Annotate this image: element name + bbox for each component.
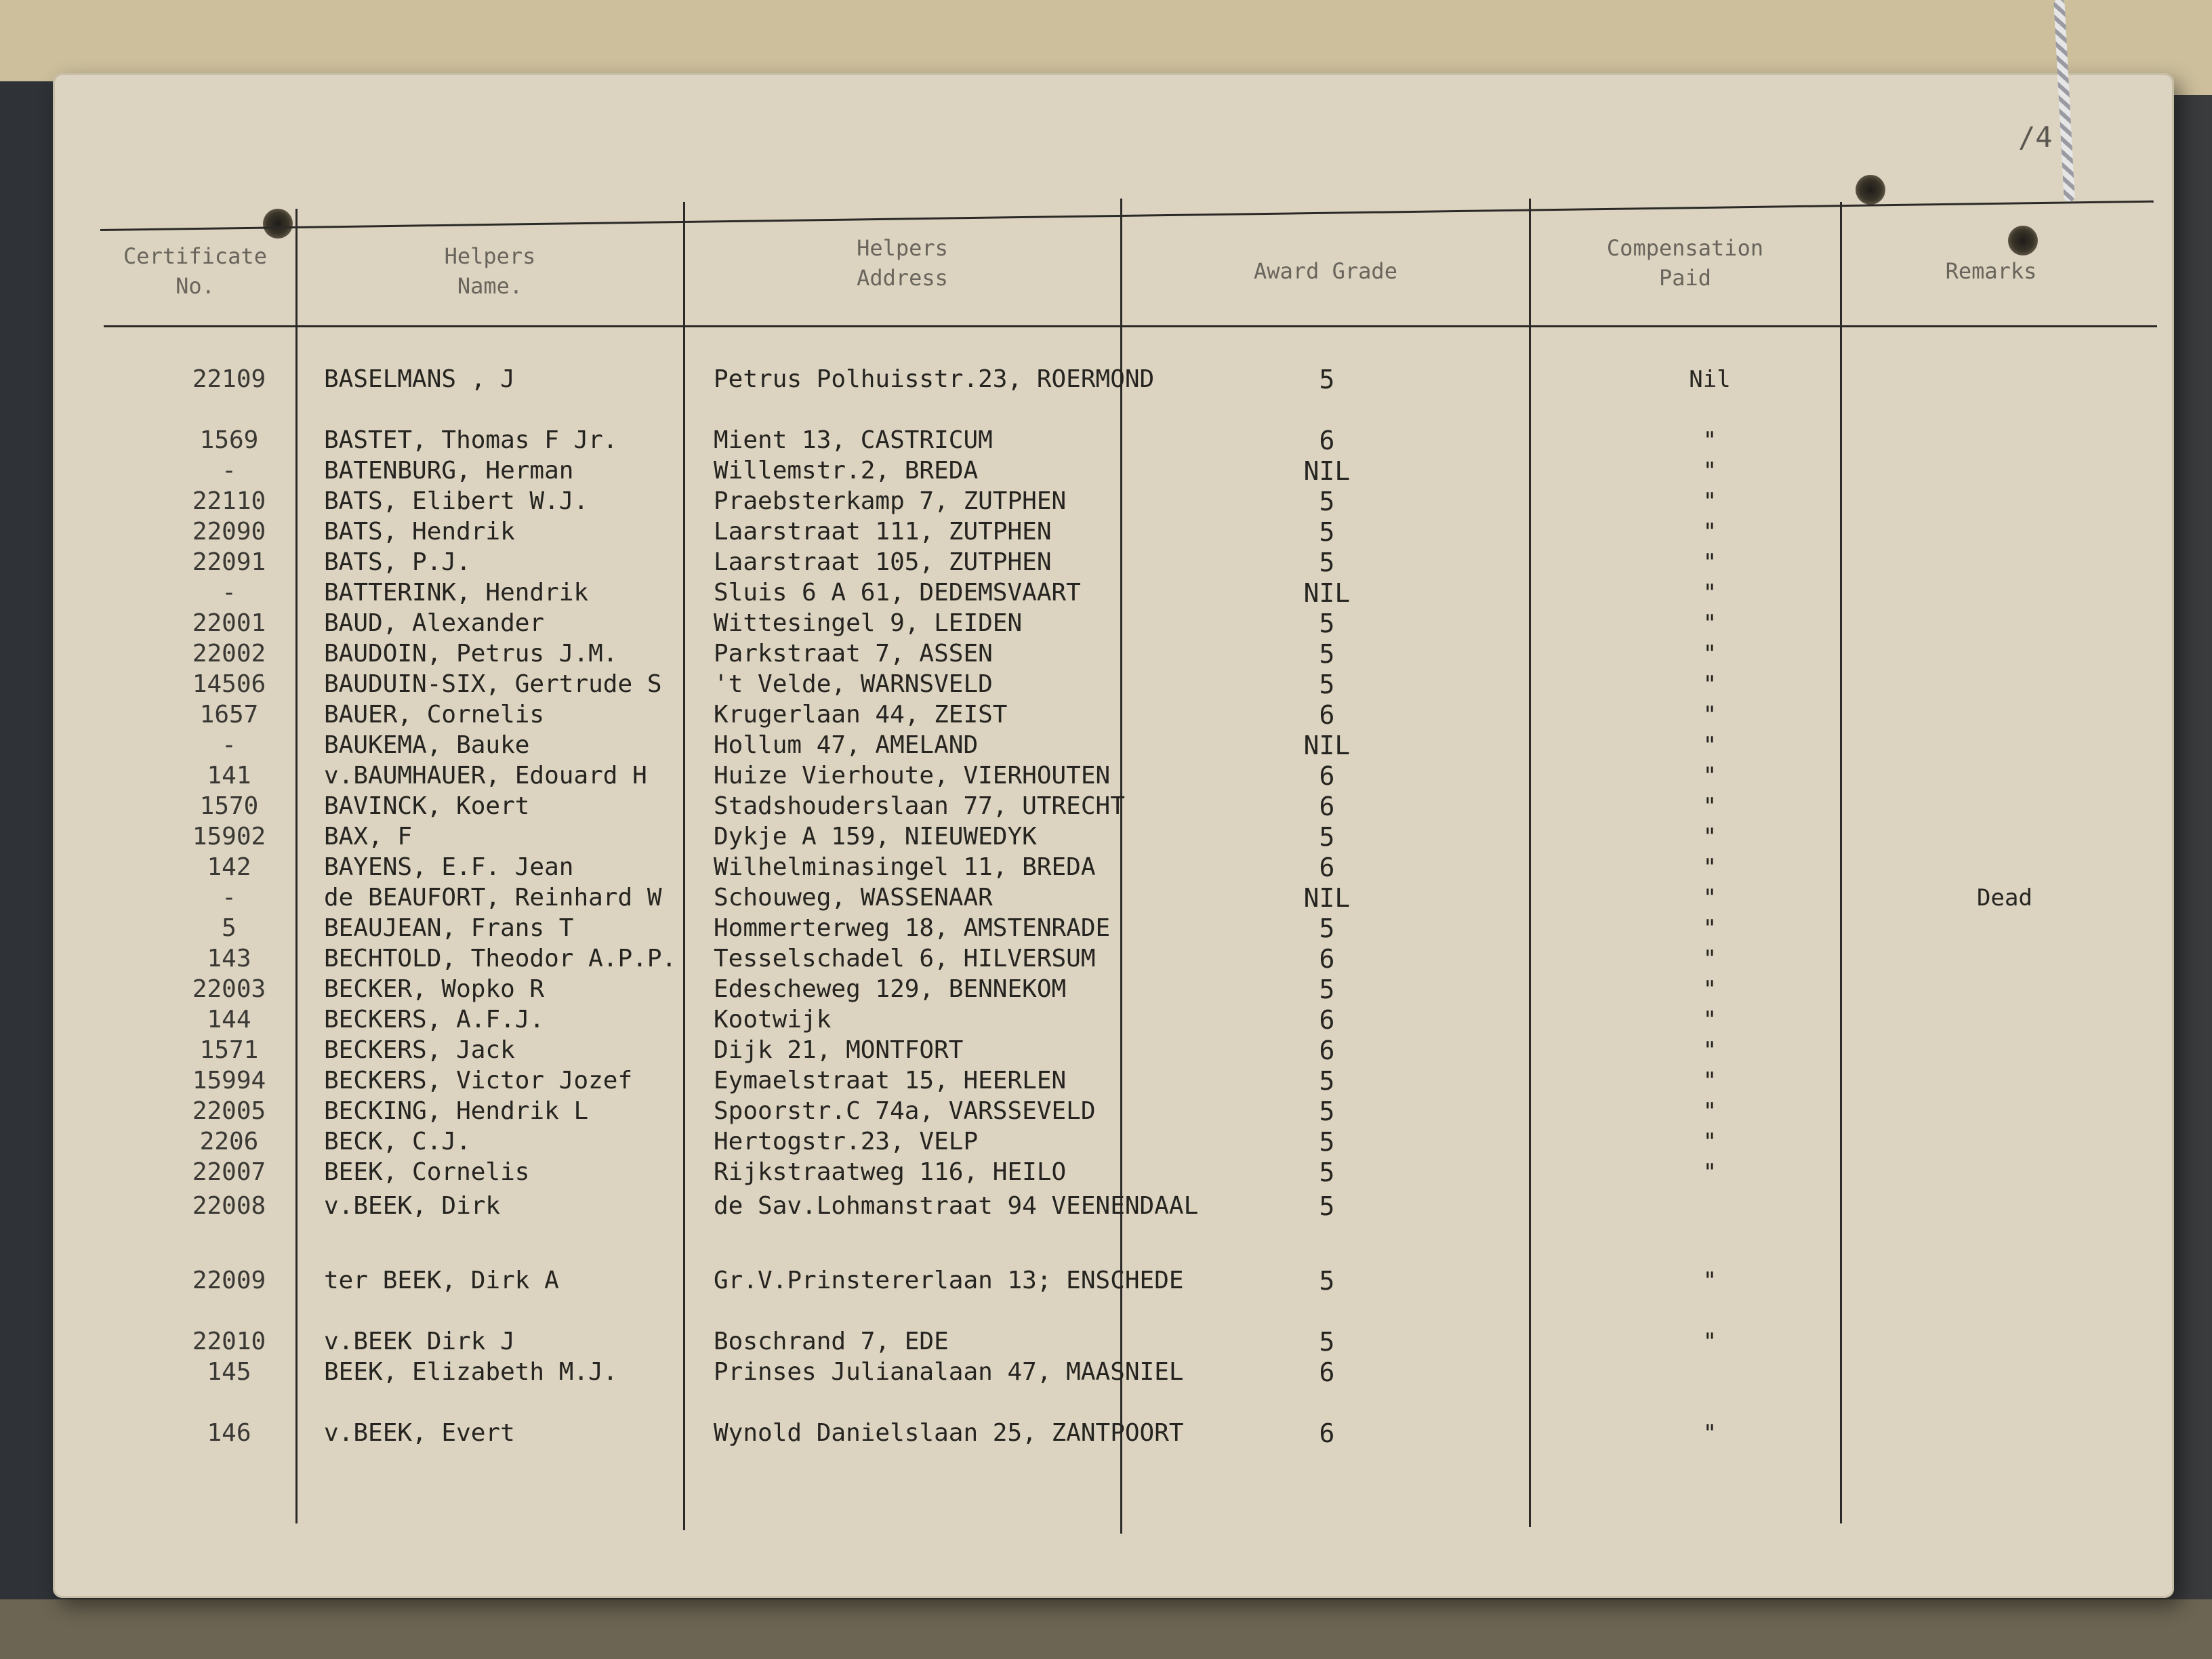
remarks-cell (1869, 609, 2140, 638)
award-grade-cell: 5 (1319, 975, 1335, 1004)
compensation-paid-cell: Nil (1689, 366, 1731, 393)
helper-address-cell: Prinses Julianalaan 47, MAASNIEL (714, 1358, 1184, 1386)
helper-name-cell: BECKERS, A.F.J. (324, 1006, 545, 1033)
award-grade-cell: 5 (1319, 914, 1335, 943)
table-row (53, 1097, 2174, 1126)
header-line: Paid (1658, 265, 1712, 291)
table-row (53, 944, 2174, 974)
certificate-no-cell: 15902 (192, 823, 266, 851)
helper-address-cell: Hommerterweg 18, AMSTENRADE (714, 914, 1111, 942)
table-row (53, 487, 2174, 516)
compensation-paid-cell: " (1702, 518, 1717, 546)
compensation-paid-cell: " (1702, 1037, 1717, 1064)
certificate-no-cell: - (222, 457, 237, 485)
remarks-cell (1869, 517, 2140, 547)
certificate-no-cell: 141 (207, 762, 251, 790)
table-row (53, 578, 2174, 608)
helper-address-cell: Wynold Danielslaan 25, ZANTPOORT (714, 1419, 1184, 1447)
table-row (53, 883, 2174, 913)
award-grade-cell: 6 (1319, 1005, 1335, 1035)
helper-address-cell: Dykje A 159, NIEUWEDYK (714, 823, 1037, 851)
document-page (53, 73, 2174, 1598)
table-row (53, 548, 2174, 577)
table-top-rule (100, 201, 2154, 231)
helper-name-cell: BECKER, Wopko R (324, 975, 545, 1003)
award-grade-cell: 5 (1319, 1066, 1335, 1096)
compensation-paid-cell: " (1702, 457, 1717, 485)
certificate-no-cell: 22090 (192, 518, 266, 546)
compensation-paid-cell: " (1702, 701, 1717, 729)
award-grade-cell: NIL (1303, 883, 1351, 913)
background-binder (0, 1599, 2212, 1659)
award-grade-cell: 5 (1319, 365, 1335, 394)
helper-address-cell: Tesselschadel 6, HILVERSUM (714, 945, 1096, 972)
header-compensation-paid (1530, 222, 1840, 304)
table-row (53, 761, 2174, 791)
header-helpers-address (684, 222, 1120, 304)
remarks-cell (1869, 822, 2140, 852)
helper-address-cell: Edescheweg 129, BENNEKOM (714, 975, 1067, 1003)
award-grade-cell: 5 (1319, 1158, 1335, 1187)
award-grade-cell: 6 (1319, 1036, 1335, 1065)
table-row (53, 1158, 2174, 1187)
helper-address-cell: Sluis 6 A 61, DEDEMSVAART (714, 579, 1081, 607)
table-row (53, 975, 2174, 1004)
compensation-paid-cell (1659, 1191, 1761, 1221)
helper-name-cell: BEEK, Cornelis (324, 1158, 530, 1186)
certificate-no-cell: - (222, 731, 237, 759)
certificate-no-cell: 22109 (192, 365, 266, 393)
header-certificate-no (94, 230, 297, 312)
compensation-paid-cell: " (1702, 823, 1717, 851)
table-row (53, 792, 2174, 821)
helper-name-cell: ter BEEK, Dirk A (324, 1267, 559, 1294)
helper-address-cell: Wilhelminasingel 11, BREDA (714, 853, 1096, 881)
header-line: No. (176, 273, 215, 299)
compensation-paid-cell: " (1702, 1098, 1717, 1125)
compensation-paid-cell: " (1702, 915, 1717, 942)
table-row (53, 609, 2174, 638)
table-row (53, 822, 2174, 852)
table-row (53, 1357, 2174, 1387)
award-grade-cell: NIL (1303, 456, 1351, 486)
compensation-paid-cell: " (1702, 1159, 1717, 1186)
helper-address-cell: Hertogstr.23, VELP (714, 1128, 979, 1155)
award-grade-cell: 5 (1319, 670, 1335, 699)
helper-address-cell: Praebsterkamp 7, ZUTPHEN (714, 487, 1067, 515)
helper-name-cell: BAUD, Alexander (324, 609, 545, 637)
certificate-no-cell: 2206 (199, 1128, 259, 1155)
remarks-cell (1869, 456, 2140, 486)
remarks-cell (1869, 670, 2140, 699)
helper-name-cell: BATS, Hendrik (324, 518, 515, 546)
remarks-cell (1869, 578, 2140, 608)
certificate-no-cell: 14506 (192, 670, 266, 698)
remarks-cell (1869, 700, 2140, 730)
table-row (53, 670, 2174, 699)
certificate-no-cell: 144 (207, 1006, 251, 1033)
helper-address-cell: Stadshouderslaan 77, UTRECHT (714, 792, 1125, 820)
compensation-paid-cell: " (1702, 1420, 1717, 1447)
award-grade-cell: 6 (1319, 426, 1335, 455)
table-row (53, 1266, 2174, 1296)
helper-address-cell: Spoorstr.C 74a, VARSSEVELD (714, 1097, 1096, 1125)
award-grade-cell: 6 (1319, 761, 1335, 791)
award-grade-cell: NIL (1303, 578, 1351, 608)
certificate-no-cell: 145 (207, 1358, 251, 1386)
helper-name-cell: v.BEEK, Dirk (324, 1192, 501, 1220)
compensation-paid-cell: " (1702, 1067, 1717, 1094)
remarks-cell (1869, 365, 2140, 394)
compensation-paid-cell: " (1702, 640, 1717, 668)
award-grade-cell: 5 (1319, 1127, 1335, 1157)
table-row (53, 914, 2174, 943)
remarks-cell (1869, 426, 2140, 455)
helper-name-cell: BASELMANS , J (324, 365, 515, 393)
award-grade-cell: NIL (1303, 731, 1351, 760)
helper-address-cell: 't Velde, WARNSVELD (714, 670, 993, 698)
table-row (53, 1418, 2174, 1448)
compensation-paid-cell: " (1702, 427, 1717, 454)
compensation-paid-cell: " (1702, 1328, 1717, 1355)
helper-address-cell: Parkstraat 7, ASSEN (714, 640, 993, 668)
helper-address-cell: Petrus Polhuisstr.23, ROERMOND (714, 365, 1155, 393)
award-grade-cell: 5 (1319, 822, 1335, 852)
remarks-cell (1869, 1066, 2140, 1096)
certificate-no-cell: 143 (207, 945, 251, 972)
remarks-cell (1869, 1097, 2140, 1126)
remarks-cell (1869, 1191, 2140, 1221)
table-row (53, 365, 2174, 394)
certificate-no-cell: 22005 (192, 1097, 266, 1125)
helper-name-cell: v.BEEK Dirk J (324, 1328, 515, 1355)
header-line: Address (857, 265, 948, 291)
compensation-paid-cell: " (1702, 610, 1717, 637)
header-line: Remarks (1945, 258, 2037, 284)
table-row (53, 1066, 2174, 1096)
table-row (53, 517, 2174, 547)
helper-name-cell: BATS, Elibert W.J. (324, 487, 589, 515)
table-row (53, 1036, 2174, 1065)
helper-address-cell: Laarstraat 111, ZUTPHEN (714, 518, 1052, 546)
helper-address-cell: Huize Vierhoute, VIERHOUTEN (714, 762, 1111, 790)
award-grade-cell: 6 (1319, 944, 1335, 974)
helper-address-cell: Schouweg, WASSENAAR (714, 884, 993, 912)
helper-name-cell: BECHTOLD, Theodor A.P.P. (324, 945, 677, 972)
award-grade-cell: 6 (1319, 700, 1335, 730)
helper-name-cell: BAVINCK, Koert (324, 792, 530, 820)
table-row (53, 1127, 2174, 1157)
remarks-cell (1869, 944, 2140, 974)
certificate-no-cell: - (222, 579, 237, 607)
certificate-no-cell: 22009 (192, 1267, 266, 1294)
helper-name-cell: BAUDUIN-SIX, Gertrude S (324, 670, 662, 698)
certificate-no-cell: 146 (207, 1419, 251, 1447)
award-grade-cell: 6 (1319, 853, 1335, 882)
compensation-paid-cell: " (1702, 1006, 1717, 1033)
helper-name-cell: BAUDOIN, Petrus J.M. (324, 640, 618, 668)
table-row (53, 1191, 2174, 1221)
compensation-paid-cell: " (1702, 884, 1717, 912)
punch-hole (1856, 175, 1885, 205)
helper-address-cell: Hollum 47, AMELAND (714, 731, 979, 759)
helper-name-cell: BECK, C.J. (324, 1128, 471, 1155)
compensation-paid-cell: " (1702, 976, 1717, 1003)
helper-name-cell: BAUKEMA, Bauke (324, 731, 530, 759)
table-row (53, 426, 2174, 455)
helper-name-cell: BECKING, Hendrik L (324, 1097, 589, 1125)
award-grade-cell: 5 (1319, 548, 1335, 577)
compensation-paid-cell: " (1702, 488, 1717, 515)
table-row (53, 456, 2174, 486)
compensation-paid-cell: " (1702, 732, 1717, 759)
award-grade-cell: 6 (1319, 1357, 1335, 1387)
remarks-cell (1869, 1127, 2140, 1157)
helper-name-cell: BAYENS, E.F. Jean (324, 853, 574, 881)
certificate-no-cell: 1657 (199, 701, 259, 729)
helper-address-cell: Gr.V.Prinstererlaan 13; ENSCHEDE (714, 1267, 1184, 1294)
table-row (53, 639, 2174, 669)
header-remarks (1842, 230, 2140, 312)
helper-address-cell: Dijk 21, MONTFORT (714, 1036, 964, 1064)
helper-name-cell: BAUER, Cornelis (324, 701, 545, 729)
remarks-cell (1869, 792, 2140, 821)
award-grade-cell: 5 (1319, 1327, 1335, 1357)
table-row (53, 700, 2174, 730)
remarks-cell (1869, 914, 2140, 943)
header-line: Name. (457, 273, 523, 299)
compensation-paid-cell: " (1702, 762, 1717, 790)
helper-name-cell: BECKERS, Victor Jozef (324, 1067, 633, 1094)
certificate-no-cell: 22002 (192, 640, 266, 668)
remarks-cell (1869, 1418, 2140, 1448)
helper-name-cell: BEAUJEAN, Frans T (324, 914, 574, 942)
compensation-paid-cell: " (1702, 671, 1717, 698)
helper-address-cell: Kootwijk (714, 1006, 832, 1033)
header-line: Helpers (444, 243, 536, 269)
award-grade-cell: 5 (1319, 609, 1335, 638)
remarks-cell (1869, 487, 2140, 516)
helper-name-cell: BASTET, Thomas F Jr. (324, 426, 618, 454)
award-grade-cell: 6 (1319, 1418, 1335, 1448)
helper-name-cell: v.BAUMHAUER, Edouard H (324, 762, 647, 790)
helper-name-cell: de BEAUFORT, Reinhard W (324, 884, 662, 912)
certificate-no-cell: 5 (222, 914, 237, 942)
award-grade-cell: 5 (1319, 1097, 1335, 1126)
helper-name-cell: BECKERS, Jack (324, 1036, 515, 1064)
helper-address-cell: Boschrand 7, EDE (714, 1328, 949, 1355)
certificate-no-cell: 22091 (192, 548, 266, 576)
award-grade-cell: 5 (1319, 1191, 1335, 1221)
helper-address-cell: Mient 13, CASTRICUM (714, 426, 993, 454)
compensation-paid-cell: " (1702, 579, 1717, 607)
helper-name-cell: BAX, F (324, 823, 413, 851)
compensation-paid-cell (1659, 1357, 1761, 1387)
compensation-paid-cell: " (1702, 793, 1717, 820)
certificate-no-cell: 142 (207, 853, 251, 881)
table-row (53, 731, 2174, 760)
award-grade-cell: 5 (1319, 1266, 1335, 1296)
remarks-cell (1869, 1266, 2140, 1296)
remarks-cell (1869, 1158, 2140, 1187)
remarks-cell (1869, 548, 2140, 577)
remarks-cell (1869, 1327, 2140, 1357)
helper-address-cell: Willemstr.2, BREDA (714, 457, 979, 485)
helper-address-cell: Krugerlaan 44, ZEIST (714, 701, 1008, 729)
certificate-no-cell: 1571 (199, 1036, 259, 1064)
award-grade-cell: 5 (1319, 517, 1335, 547)
table-row (53, 853, 2174, 882)
award-grade-cell: 5 (1319, 487, 1335, 516)
header-award-grade (1122, 230, 1529, 312)
certificate-no-cell: 15994 (192, 1067, 266, 1094)
compensation-paid-cell: " (1702, 1128, 1717, 1155)
remarks-cell: Dead (1977, 884, 2032, 912)
award-grade-cell: 5 (1319, 639, 1335, 669)
remarks-cell (1869, 853, 2140, 882)
certificate-no-cell: - (222, 884, 237, 912)
certificate-no-cell: 22007 (192, 1158, 266, 1186)
certificate-no-cell: 22110 (192, 487, 266, 515)
remarks-cell (1869, 975, 2140, 1004)
remarks-cell (1869, 731, 2140, 760)
header-line: Award Grade (1254, 258, 1397, 284)
helper-address-cell: Eymaelstraat 15, HEERLEN (714, 1067, 1067, 1094)
helper-address-cell: de Sav.Lohmanstraat 94 VEENENDAAL (714, 1192, 1199, 1220)
compensation-paid-cell: " (1702, 549, 1717, 576)
helper-name-cell: BATTERINK, Hendrik (324, 579, 589, 607)
helper-address-cell: Rijkstraatweg 116, HEILO (714, 1158, 1067, 1186)
remarks-cell (1869, 1036, 2140, 1065)
certificate-no-cell: 22001 (192, 609, 266, 637)
certificate-no-cell: 22008 (192, 1192, 266, 1220)
header-bottom-rule (104, 325, 2157, 327)
header-helpers-name (297, 230, 683, 312)
compensation-paid-cell: " (1702, 1267, 1717, 1294)
compensation-paid-cell: " (1702, 945, 1717, 972)
helper-name-cell: BEEK, Elizabeth M.J. (324, 1358, 618, 1386)
page-number: /4 (2018, 121, 2053, 154)
certificate-no-cell: 22010 (192, 1328, 266, 1355)
award-grade-cell: 6 (1319, 792, 1335, 821)
header-line: Certificate (123, 243, 267, 269)
header-line: Compensation (1606, 235, 1764, 261)
helper-name-cell: BATS, P.J. (324, 548, 471, 576)
header-line: Helpers (857, 235, 948, 261)
background-desk (0, 81, 61, 1659)
compensation-paid-cell: " (1702, 854, 1717, 881)
helper-address-cell: Laarstraat 105, ZUTPHEN (714, 548, 1052, 576)
remarks-cell (1869, 639, 2140, 669)
table-row (53, 1005, 2174, 1035)
remarks-cell (1869, 1005, 2140, 1035)
table-row (53, 1327, 2174, 1357)
certificate-no-cell: 22003 (192, 975, 266, 1003)
certificate-no-cell: 1569 (199, 426, 259, 454)
certificate-no-cell: 1570 (199, 792, 259, 820)
remarks-cell (1869, 761, 2140, 791)
helper-name-cell: BATENBURG, Herman (324, 457, 574, 485)
helper-name-cell: v.BEEK, Evert (324, 1419, 515, 1447)
remarks-cell (1869, 1357, 2140, 1387)
helper-address-cell: Wittesingel 9, LEIDEN (714, 609, 1023, 637)
